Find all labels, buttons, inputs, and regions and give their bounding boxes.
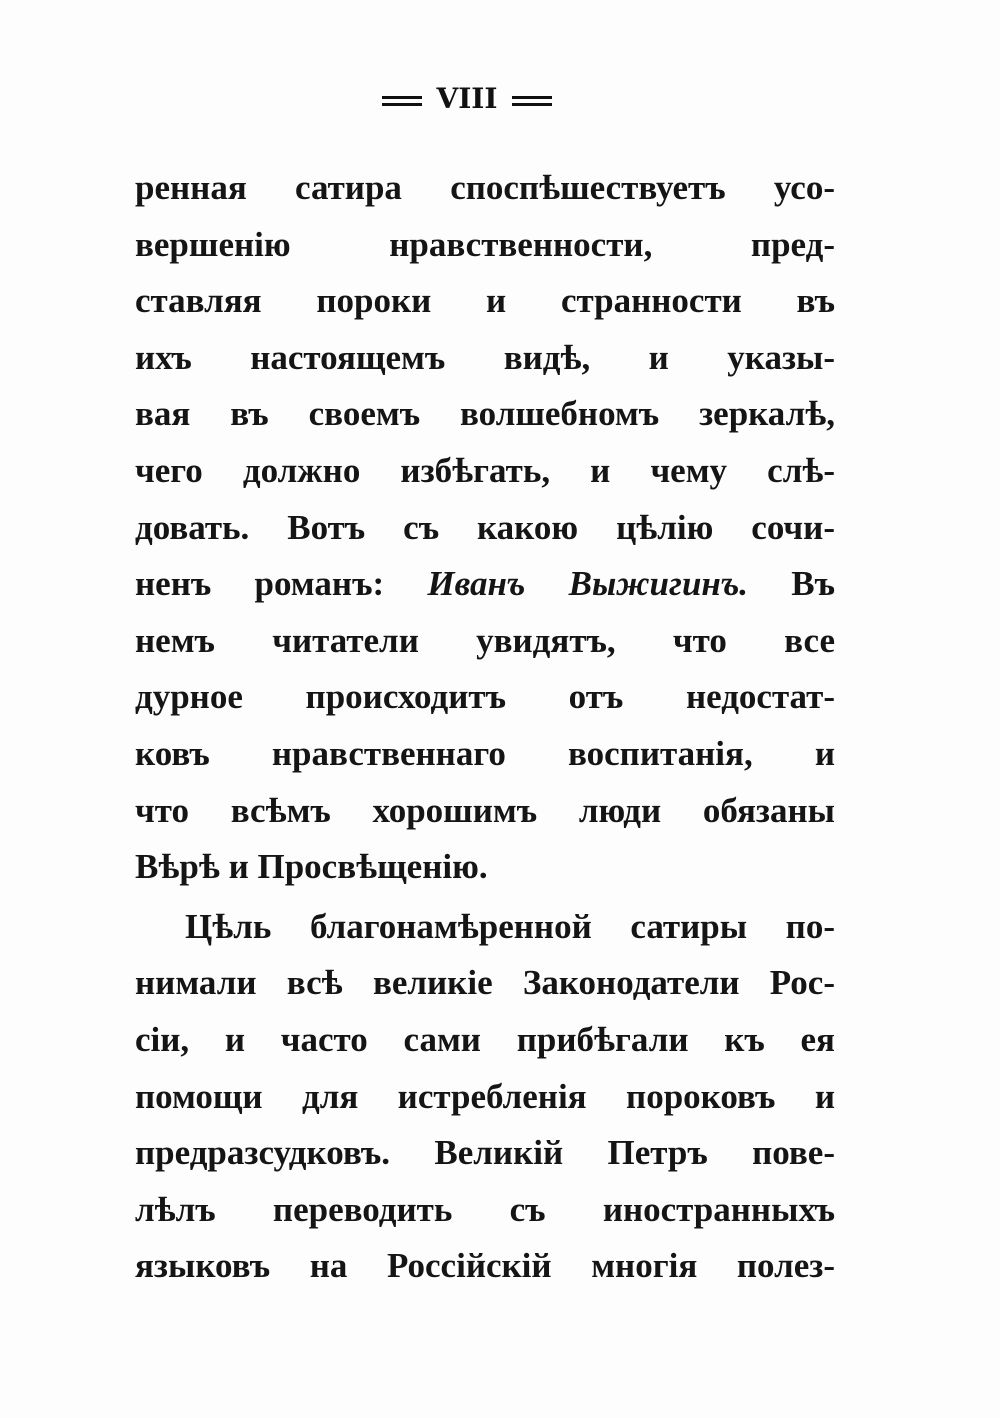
text-line: Цѣль благонамѣренной сатиры по- [185,906,835,946]
page-number: VIII [436,82,498,115]
text-line: Вѣрѣ и Просвѣщенію. [135,847,488,887]
text-line [135,556,835,613]
text-line: лѣлъ переводить съ иностранныхъ [135,1189,835,1229]
text-line: вая въ своемъ волшебномъ зеркалѣ, [135,394,835,434]
text-line: сіи, и часто сами прибѣгали къ ея [135,1019,835,1059]
text-line: ихъ настоящемъ видѣ, и указы- [135,337,835,377]
text-line: немъ читатели увидятъ, что все [135,620,835,660]
text-line: что всѣмъ хорошимъ люди обязаны [135,790,835,830]
paragraph-1 [135,160,835,896]
text-line: нимали всѣ великіе Законодатели Рос- [135,963,835,1003]
text-segment: Въ [791,564,836,604]
text-line: довать. Вотъ съ какою цѣлію сочи- [135,507,835,547]
text-line: помощи для истребленія пороковъ и [135,1076,835,1116]
text-line: вершенію нравственности, пред- [135,224,835,264]
text-line: ставляя пороки и странности въ [135,281,835,321]
body-text [135,160,835,1295]
novel-title: Иванъ Выжигинъ. [427,564,749,604]
text-line: дурное происходитъ отъ недостат- [135,677,835,717]
page-header [0,82,934,115]
text-line: ренная сатира споспѣшествуетъ усо- [135,168,835,207]
header-rule-left [382,96,422,106]
header-rule-right [512,96,552,106]
text-line: предразсудковъ. Великій Петръ пове- [135,1133,835,1173]
text-line: чего должно избѣгать, и чему слѣ- [135,450,835,490]
paragraph-2 [135,899,835,1295]
text-line: ковъ нравственнаго воспитанія, и [135,733,835,773]
text-line: языковъ на Россійскій многія полез- [135,1246,835,1286]
text-segment: ненъ романъ: [135,564,385,604]
